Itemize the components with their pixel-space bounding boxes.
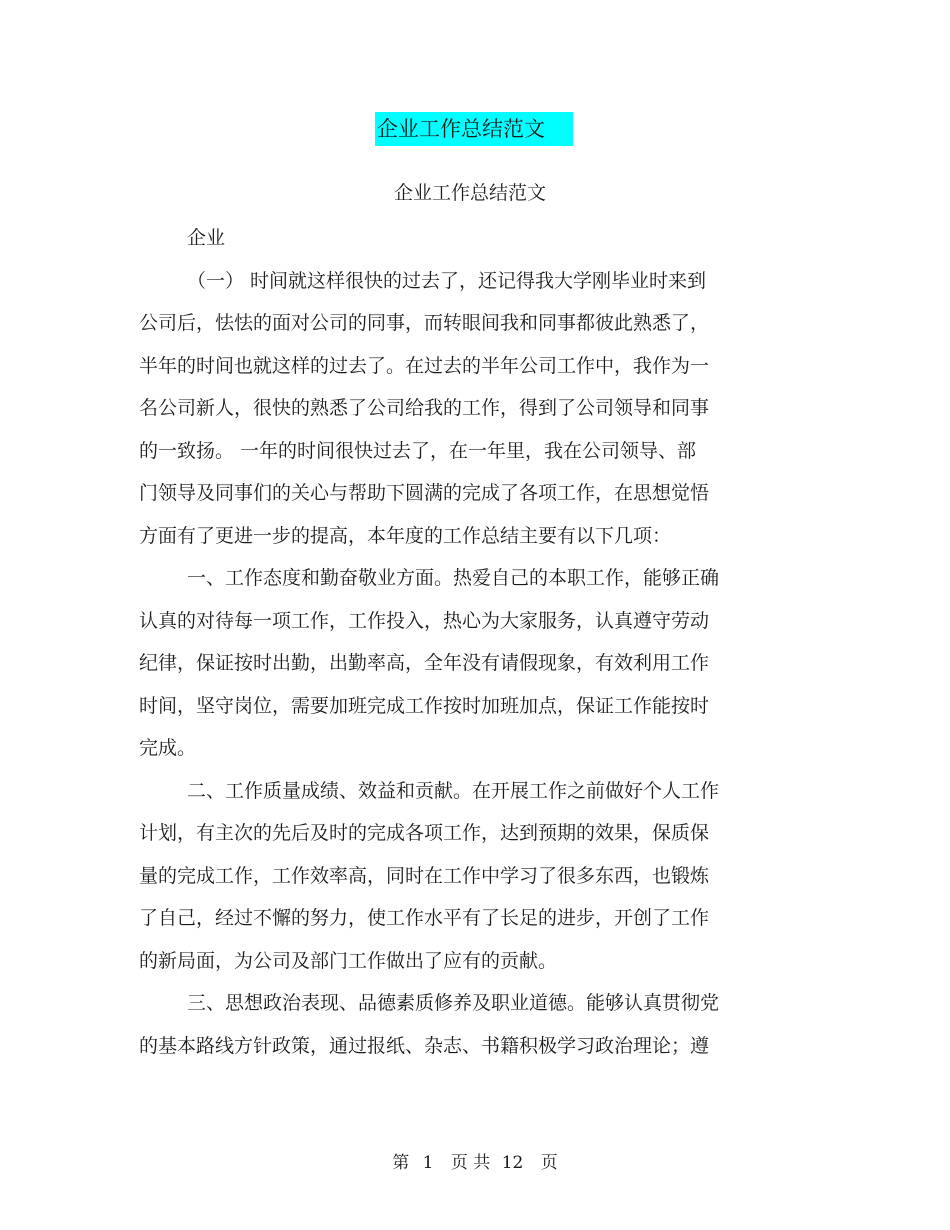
- text-line: 名公司新人，很快的熟悉了公司给我的工作，得到了公司领导和同事: [139, 397, 710, 419]
- text-line: 完成。: [139, 737, 197, 759]
- text-line: 半年的时间也就这样的过去了。在过去的半年公司工作中，我作为一: [139, 354, 710, 377]
- text-line: 了自己，经过不懈的努力，使工作水平有了长足的进步，开创了工作: [139, 907, 710, 929]
- text-line: 的基本路线方针政策，通过报纸、杂志、书籍积极学习政治理论；遵: [139, 1034, 710, 1057]
- text-line: 门领导及同事们的关心与帮助下圆满的完成了各项工作，在思想觉悟: [139, 482, 710, 504]
- document-body: [139, 217, 769, 1067]
- text-line: 量的完成工作，工作效率高，同时在工作中学习了很多东西，也锻炼: [139, 864, 710, 887]
- text-line: 二、工作质量成绩、效益和贡献。在开展工作之前做好个人工作: [187, 779, 720, 802]
- document-subtitle: 企业工作总结范文: [393, 182, 546, 204]
- footer-page-number: 1: [422, 1153, 434, 1173]
- text-line: 的一致扬。 一年的时间很快过去了，在一年里，我在公司领导、部: [139, 439, 697, 462]
- footer-page-total: 12: [501, 1153, 524, 1173]
- text-line: 一、工作态度和勤奋敬业方面。热爱自己的本职工作，能够正确: [187, 567, 720, 589]
- text-line: 认真的对待每一项工作，工作投入，热心为大家服务，认真遵守劳动: [139, 609, 710, 632]
- text-line: 计划，有主次的先后及时的完成各项工作，达到预期的效果，保质保: [139, 822, 710, 844]
- document-title: 企业工作总结范文: [375, 112, 573, 146]
- text-line: 企业: [187, 227, 226, 249]
- text-line: 三、思想政治表现、品德素质修养及职业道德。能够认真贯彻党: [187, 992, 720, 1014]
- text-line: （一） 时间就这样很快的过去了，还记得我大学刚毕业时来到: [187, 269, 707, 292]
- text-line: 的新局面，为公司及部门工作做出了应有的贡献。: [139, 949, 558, 972]
- text-line: 方面有了更进一步的提高，本年度的工作总结主要有以下几项：: [139, 524, 672, 547]
- text-line: 时间，坚守岗位，需要加班完成工作按时加班加点，保证工作能按时: [139, 694, 710, 717]
- footer-prefix: 第: [392, 1153, 410, 1173]
- footer-suffix: 页: [540, 1153, 558, 1173]
- page-footer: [0, 1150, 950, 1176]
- text-line: 纪律，保证按时出勤，出勤率高，全年没有请假现象，有效利用工作: [139, 652, 710, 674]
- footer-mid: 页 共: [450, 1153, 491, 1173]
- text-line: 公司后，怯怯的面对公司的同事，而转眼间我和同事都彼此熟悉了，: [139, 312, 710, 334]
